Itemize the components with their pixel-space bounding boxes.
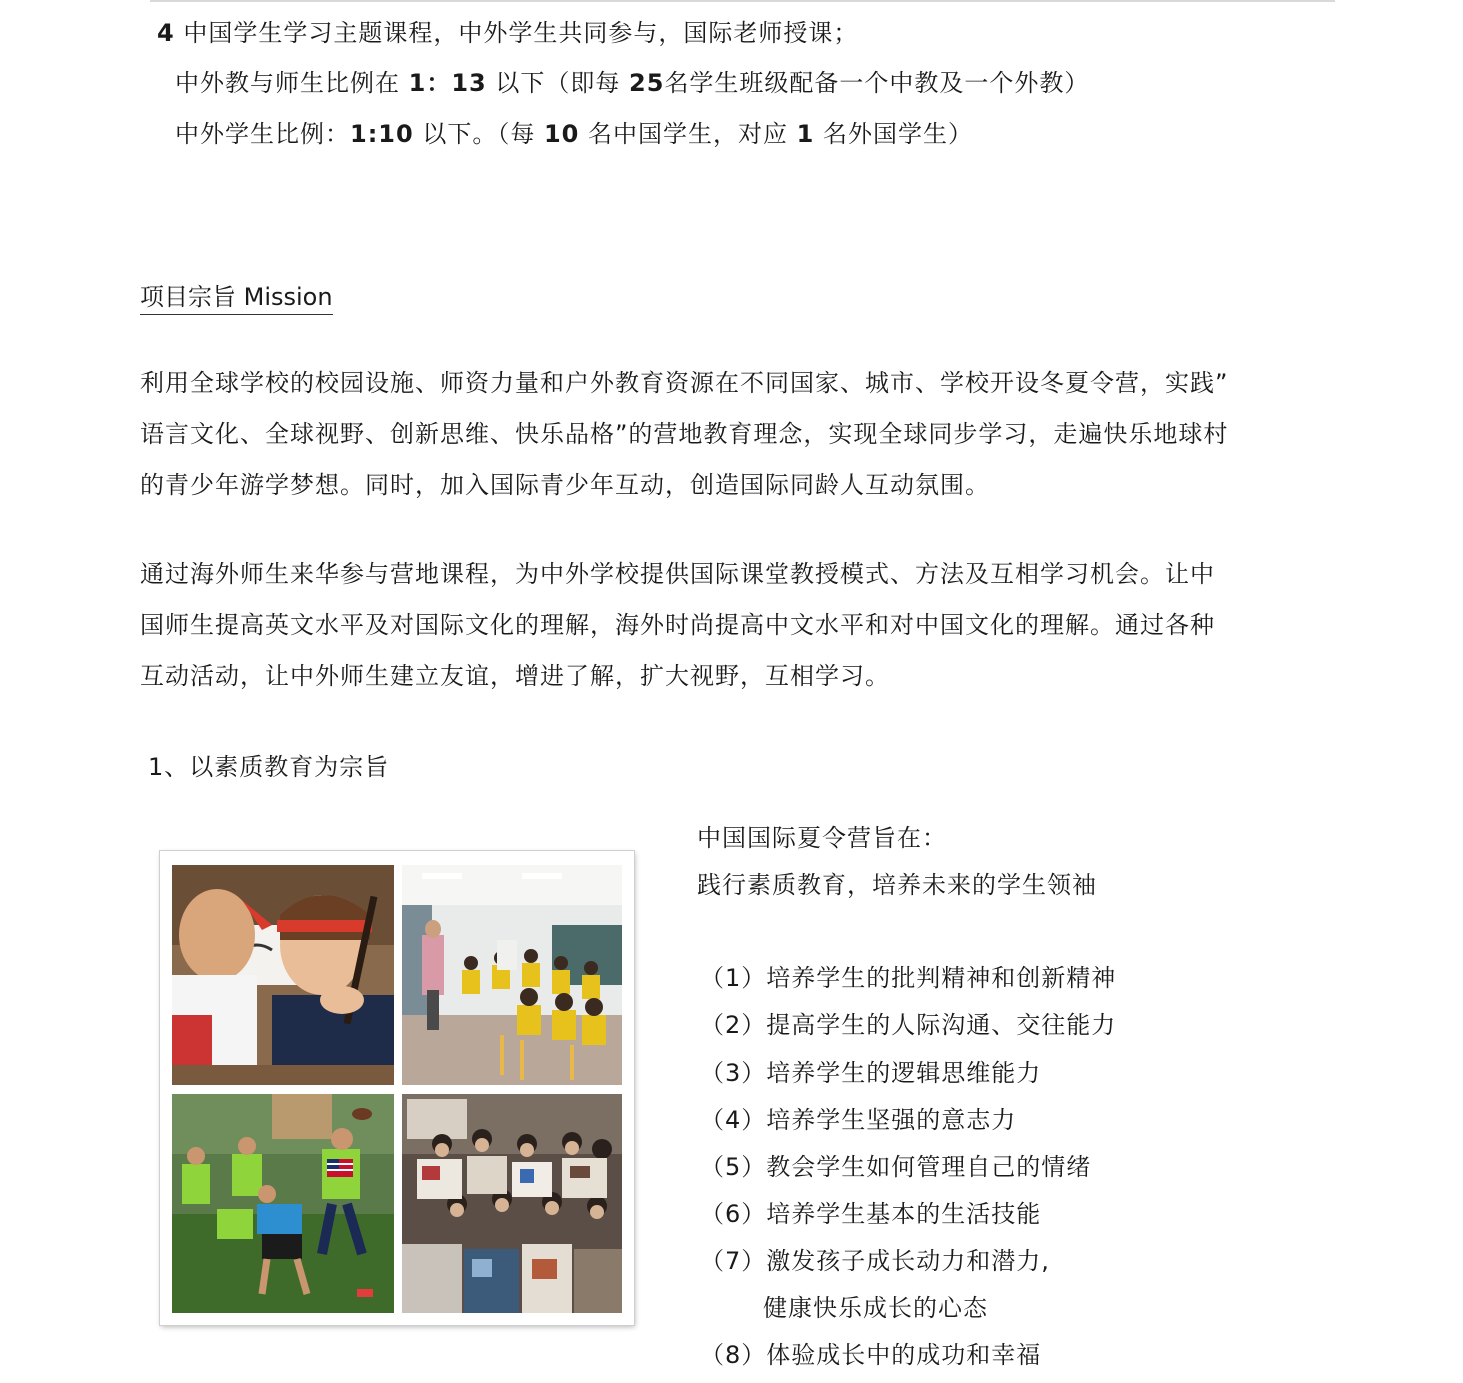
text-segment: 以下（即每: [495, 69, 621, 97]
mission-paragraph-2: [140, 549, 1320, 702]
goal-item-7-continued: 健康快乐成长的心态: [763, 1294, 988, 1322]
intro-line-2: [175, 68, 1089, 98]
mission-paragraph-1: [140, 358, 1320, 511]
intro-line-1: [157, 18, 858, 48]
goal-item-5: （5）教会学生如何管理自己的情绪: [700, 1153, 1092, 1181]
goal-item-3: （3）培养学生的逻辑思维能力: [700, 1059, 1042, 1087]
foreign-count-value: 1: [796, 120, 815, 148]
text-segment: 中外教与师生比例在: [175, 69, 400, 97]
section-1-title: 1、以素质教育为宗旨: [148, 753, 390, 781]
goals-intro-2: 践行素质教育，培养未来的学生领袖: [697, 871, 1097, 899]
goal-item-1: （1）培养学生的批判精神和创新精神: [700, 964, 1117, 992]
text-segment: 名学生班级配备一个中教及一个外教）: [664, 69, 1090, 97]
class-size-value: 25: [629, 69, 665, 97]
paragraph-line: 语言文化、全球视野、创新思维、快乐品格”的营地教育理念，实现全球同步学习，走遍快乐地球村: [140, 420, 1229, 448]
photo-students-posters: [402, 1094, 622, 1313]
goals-intro-1: 中国国际夏令营旨在：: [697, 824, 947, 852]
goal-item-4: （4）培养学生坚强的意志力: [700, 1106, 1017, 1134]
intro-line-3: [175, 119, 973, 149]
student-ratio-value: 1:10: [350, 120, 414, 148]
text-segment: 中外学生比例：: [175, 120, 350, 148]
paragraph-line: 互动活动，让中外师生建立友谊，增进了解，扩大视野，互相学习。: [140, 662, 890, 690]
paragraph-line: 国师生提高英文水平及对国际文化的理解，海外时尚提高中文水平和对中国文化的理解。通过各种: [140, 611, 1215, 639]
paragraph-line: 利用全球学校的校园设施、师资力量和户外教育资源在不同国家、城市、学校开设冬夏令营，实践”: [140, 369, 1229, 397]
mission-heading: 项目宗旨 Mission: [140, 282, 333, 315]
chinese-count-value: 10: [543, 120, 580, 148]
photo-classroom-craft: [172, 865, 394, 1085]
photo-collage: [160, 851, 634, 1325]
goal-item-7: （7）激发孩子成长动力和潜力,: [700, 1247, 1050, 1275]
goal-item-6: （6）培养学生基本的生活技能: [700, 1200, 1042, 1228]
goal-item-2: （2）提高学生的人际沟通、交往能力: [700, 1011, 1117, 1039]
paragraph-line: 通过海外师生来华参与营地课程，为中外学校提供国际课堂教授模式、方法及互相学习机会。让中: [140, 560, 1215, 588]
item-number: 4: [157, 19, 175, 47]
text-segment: 以下。（每: [422, 120, 536, 148]
page-top-rule: [150, 0, 1335, 2]
photo-outdoor-game: [172, 1094, 394, 1313]
goal-item-8: （8）体验成长中的成功和幸福: [700, 1341, 1042, 1369]
ratio-value: 1：13: [408, 69, 487, 97]
photo-classroom-group: [402, 865, 622, 1085]
text-segment: 名外国学生）: [823, 120, 974, 148]
paragraph-line: 的青少年游学梦想。同时，加入国际青少年互动，创造国际同龄人互动氛围。: [140, 471, 990, 499]
intro-line-1-text: 中国学生学习主题课程，中外学生共同参与，国际老师授课；: [183, 19, 859, 47]
text-segment: 名中国学生，对应: [588, 120, 789, 148]
